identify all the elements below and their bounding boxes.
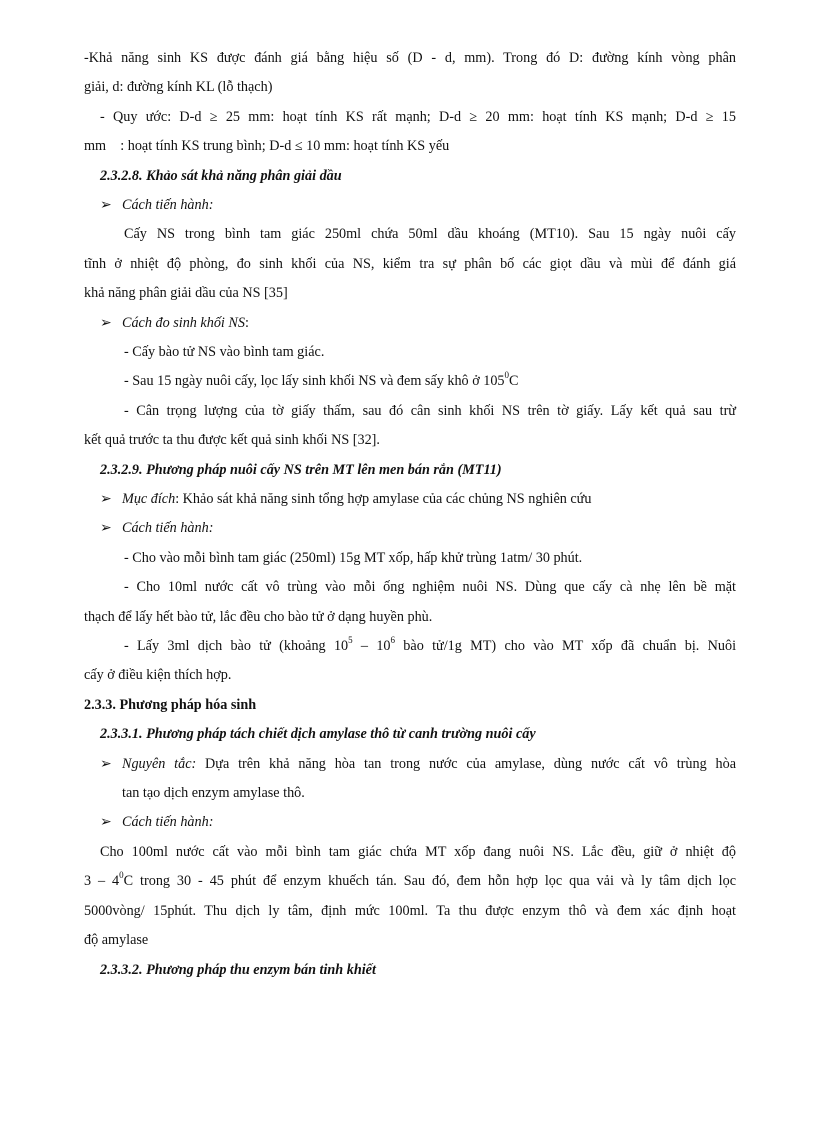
arrow-bullet-icon: ➢ — [100, 197, 112, 213]
bullet-text: : Khảo sát khả năng sinh tổng hợp amylase của các chủng NS nghiên cứu — [175, 491, 592, 507]
bullet-label: Nguyên tắc: — [122, 756, 197, 772]
paragraph-line: 5000vòng/ 15phút. Thu dịch ly tâm, định mức 100ml. Ta thu được enzym thô và đem xác định hoạt — [84, 903, 736, 919]
list-item — [124, 632, 736, 661]
arrow-bullet-icon: ➢ — [100, 491, 112, 507]
superscript: 6 — [390, 635, 396, 646]
list-item: - Cấy bào tử NS vào bình tam giác. — [124, 344, 325, 360]
paragraph-line: Cho 100ml nước cất vào mỗi bình tam giác chứa MT xốp đang nuôi NS. Lắc đều, giữ ở nhiệt độ — [100, 844, 736, 860]
bullet-text: Dựa trên khả năng hòa tan trong nước của amylase, dùng nước cất vô trùng hòa — [196, 756, 736, 772]
paragraph-line: - Quy ước: D-d ≥ 25 mm: hoạt tính KS rất mạnh; D-d ≥ 20 mm: hoạt tính KS mạnh; D-d ≥ 15 — [100, 109, 736, 125]
list-item — [124, 367, 519, 396]
superscript: 0 — [119, 870, 124, 881]
list-item: - Cho 10ml nước cất vô trùng vào mỗi ống nghiệm nuôi NS. Dùng que cấy cà nhẹ lên bề mặt — [124, 579, 736, 595]
text-span: C — [509, 373, 519, 389]
text-span: 3 – 4 — [84, 873, 120, 889]
paragraph-line: -Khả năng sinh KS được đánh giá bằng hiệu số (D - d, mm). Trong đó D: đường kính vòng phân — [84, 50, 736, 66]
text-span: - Sau 15 ngày nuôi cấy, lọc lấy sinh khối NS và đem sấy khô ở 105 — [124, 373, 505, 389]
section-heading: 2.3.2.8. Khảo sát khả năng phân giải dầu — [100, 168, 342, 184]
section-heading: 2.3.3. Phương pháp hóa sinh — [84, 697, 257, 713]
text-span: bào tử/1g MT) cho vào MT xốp đã chuẩn bị. Nuôi — [395, 638, 737, 654]
paragraph-line: thạch để lấy hết bào tử, lắc đều cho bào tử ở dạng huyền phù. — [84, 609, 433, 625]
bullet-item — [100, 485, 591, 514]
list-item: - Cho vào mỗi bình tam giác (250ml) 15g MT xốp, hấp khử trùng 1atm/ 30 phút. — [124, 550, 583, 566]
section-heading: 2.3.3.1. Phương pháp tách chiết dịch amylase thô từ canh trường nuôi cấy — [100, 726, 536, 742]
bullet-colon: : — [244, 315, 249, 331]
bullet-item — [100, 514, 213, 543]
paragraph-line — [84, 867, 736, 896]
bullet-item — [100, 750, 736, 779]
list-item: - Cân trọng lượng của tờ giấy thấm, sau đó cân sinh khối NS trên tờ giấy. Lấy kết quả sau trừ — [124, 403, 736, 419]
text-span: – 10 — [352, 638, 391, 654]
bullet-item — [100, 808, 213, 837]
bullet-label: Cách đo sinh khối NS — [122, 315, 245, 331]
paragraph-line: độ amylase — [84, 932, 149, 948]
superscript: 5 — [348, 635, 353, 646]
bullet-label: Cách tiến hành: — [122, 520, 214, 536]
paragraph-line: khả năng phân giải dầu của NS [35] — [84, 285, 288, 301]
bullet-label: Mục đích — [122, 491, 176, 507]
paragraph-line: tan tạo dịch enzym amylase thô. — [122, 785, 305, 801]
bullet-label: Cách tiến hành: — [122, 814, 214, 830]
paragraph-line: kết quả trước ta thu được kết quả sinh khối NS [32]. — [84, 432, 380, 448]
arrow-bullet-icon: ➢ — [100, 315, 112, 331]
paragraph-line: cấy ở điều kiện thích hợp. — [84, 667, 232, 683]
arrow-bullet-icon: ➢ — [100, 520, 112, 536]
text-span: C trong 30 - 45 phút để enzym khuếch tán. Sau đó, đem hỗn hợp lọc qua vải và ly tâm dịch lọc — [123, 873, 737, 889]
bullet-item — [100, 309, 249, 338]
paragraph-line: mm : hoạt tính KS trung bình; D-d ≤ 10 mm: hoạt tính KS yếu — [84, 138, 450, 154]
paragraph-line: giải, d: đường kính KL (lỗ thạch) — [84, 79, 273, 95]
superscript: 0 — [504, 370, 510, 381]
section-heading: 2.3.2.9. Phương pháp nuôi cấy NS trên MT lên men bán rắn (MT11) — [100, 462, 502, 478]
section-heading: 2.3.3.2. Phương pháp thu enzym bán tinh khiết — [100, 962, 376, 978]
bullet-item — [100, 191, 213, 220]
paragraph-line: Cấy NS trong bình tam giác 250ml chứa 50ml dầu khoáng (MT10). Sau 15 ngày nuôi cấy — [124, 226, 736, 242]
paragraph-line: tĩnh ở nhiệt độ phòng, đo sinh khối của NS, kiểm tra sự phân bố các giọt dầu và mùi để đánh giá — [84, 256, 736, 272]
bullet-label: Cách tiến hành: — [122, 197, 214, 213]
text-span: - Lấy 3ml dịch bào tử (khoảng 10 — [124, 638, 349, 654]
arrow-bullet-icon: ➢ — [100, 756, 112, 772]
arrow-bullet-icon: ➢ — [100, 814, 112, 830]
